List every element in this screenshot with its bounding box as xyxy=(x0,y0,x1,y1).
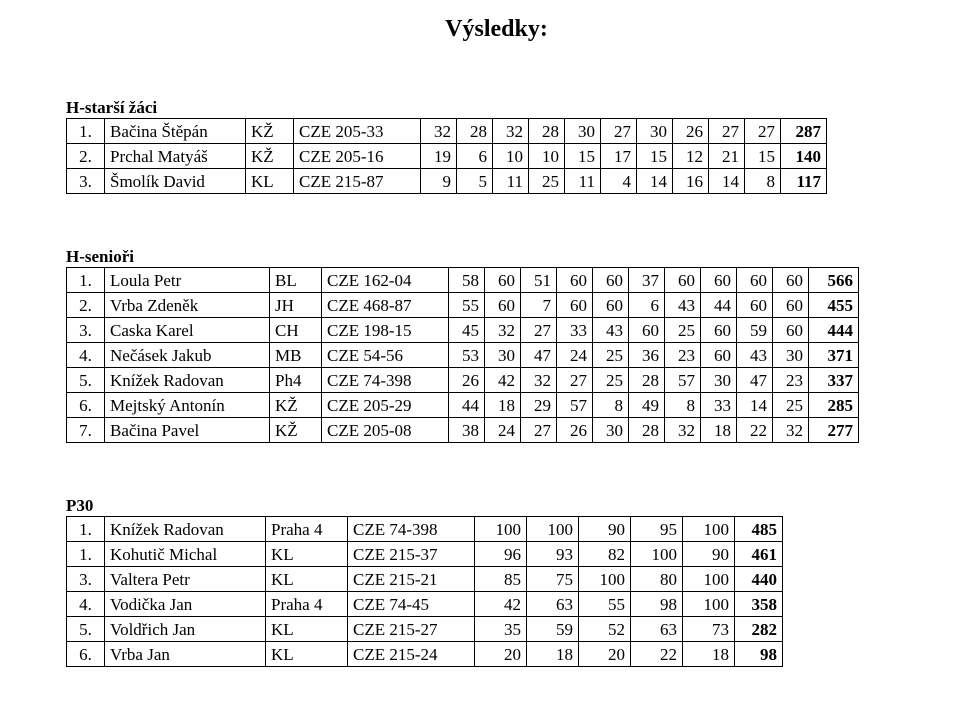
license-cell: CZE 74-398 xyxy=(322,368,449,393)
score-cell: 22 xyxy=(631,642,683,667)
table-row xyxy=(67,169,827,194)
license-cell: CZE 215-24 xyxy=(348,642,475,667)
club-cell: KŽ xyxy=(246,119,294,144)
total-cell: 485 xyxy=(735,517,783,542)
section-h-seniori xyxy=(66,247,859,443)
rank-cell: 7. xyxy=(67,418,105,443)
rank-cell: 3. xyxy=(67,169,105,194)
total-cell: 461 xyxy=(735,542,783,567)
score-cell: 28 xyxy=(629,418,665,443)
score-cell: 100 xyxy=(475,517,527,542)
score-cell: 24 xyxy=(557,343,593,368)
table-row xyxy=(67,119,827,144)
score-cell: 42 xyxy=(475,592,527,617)
results-table xyxy=(66,516,783,667)
club-cell: KL xyxy=(266,642,348,667)
score-cell: 24 xyxy=(485,418,521,443)
score-cell: 44 xyxy=(701,293,737,318)
score-cell: 15 xyxy=(565,144,601,169)
score-cell: 11 xyxy=(493,169,529,194)
score-cell: 7 xyxy=(521,293,557,318)
club-cell: BL xyxy=(270,268,322,293)
club-cell: Ph4 xyxy=(270,368,322,393)
total-cell: 282 xyxy=(735,617,783,642)
table-row xyxy=(67,642,783,667)
name-cell: Mejtský Antonín xyxy=(105,393,270,418)
table-row xyxy=(67,393,859,418)
score-cell: 27 xyxy=(709,119,745,144)
total-cell: 287 xyxy=(781,119,827,144)
score-cell: 18 xyxy=(701,418,737,443)
name-cell: Knížek Radovan xyxy=(105,368,270,393)
name-cell: Prchal Matyáš xyxy=(105,144,246,169)
license-cell: CZE 74-45 xyxy=(348,592,475,617)
club-cell: KL xyxy=(266,617,348,642)
license-cell: CZE 74-398 xyxy=(348,517,475,542)
score-cell: 30 xyxy=(701,368,737,393)
license-cell: CZE 162-04 xyxy=(322,268,449,293)
score-cell: 58 xyxy=(449,268,485,293)
score-cell: 98 xyxy=(631,592,683,617)
rank-cell: 5. xyxy=(67,617,105,642)
license-cell: CZE 205-08 xyxy=(322,418,449,443)
score-cell: 8 xyxy=(665,393,701,418)
rank-cell: 3. xyxy=(67,567,105,592)
score-cell: 60 xyxy=(773,318,809,343)
name-cell: Nečásek Jakub xyxy=(105,343,270,368)
score-cell: 30 xyxy=(637,119,673,144)
name-cell: Šmolík David xyxy=(105,169,246,194)
score-cell: 28 xyxy=(457,119,493,144)
score-cell: 25 xyxy=(773,393,809,418)
score-cell: 12 xyxy=(673,144,709,169)
results-table xyxy=(66,118,827,194)
total-cell: 358 xyxy=(735,592,783,617)
club-cell: KŽ xyxy=(270,393,322,418)
score-cell: 42 xyxy=(485,368,521,393)
score-cell: 33 xyxy=(557,318,593,343)
total-cell: 140 xyxy=(781,144,827,169)
section-heading: H-starší žáci xyxy=(66,98,158,117)
score-cell: 90 xyxy=(579,517,631,542)
name-cell: Bačina Pavel xyxy=(105,418,270,443)
score-cell: 43 xyxy=(593,318,629,343)
score-cell: 60 xyxy=(701,318,737,343)
score-cell: 95 xyxy=(631,517,683,542)
score-cell: 80 xyxy=(631,567,683,592)
license-cell: CZE 215-87 xyxy=(294,169,421,194)
rank-cell: 1. xyxy=(67,517,105,542)
license-cell: CZE 468-87 xyxy=(322,293,449,318)
score-cell: 43 xyxy=(665,293,701,318)
score-cell: 96 xyxy=(475,542,527,567)
license-cell: CZE 215-21 xyxy=(348,567,475,592)
score-cell: 47 xyxy=(737,368,773,393)
score-cell: 28 xyxy=(629,368,665,393)
section-p30 xyxy=(66,496,783,667)
score-cell: 25 xyxy=(593,343,629,368)
score-cell: 30 xyxy=(485,343,521,368)
score-cell: 100 xyxy=(683,517,735,542)
page-title: Výsledky: xyxy=(445,16,548,42)
section-h-starsi-zaci xyxy=(66,98,827,194)
score-cell: 32 xyxy=(485,318,521,343)
score-cell: 90 xyxy=(683,542,735,567)
license-cell: CZE 205-29 xyxy=(322,393,449,418)
score-cell: 28 xyxy=(529,119,565,144)
club-cell: Praha 4 xyxy=(266,592,348,617)
score-cell: 60 xyxy=(629,318,665,343)
score-cell: 26 xyxy=(673,119,709,144)
score-cell: 63 xyxy=(631,617,683,642)
club-cell: KL xyxy=(266,542,348,567)
table-row xyxy=(67,592,783,617)
license-cell: CZE 198-15 xyxy=(322,318,449,343)
score-cell: 60 xyxy=(485,293,521,318)
rank-cell: 3. xyxy=(67,318,105,343)
total-cell: 117 xyxy=(781,169,827,194)
score-cell: 55 xyxy=(449,293,485,318)
score-cell: 36 xyxy=(629,343,665,368)
score-cell: 5 xyxy=(457,169,493,194)
score-cell: 100 xyxy=(527,517,579,542)
score-cell: 73 xyxy=(683,617,735,642)
score-cell: 60 xyxy=(773,293,809,318)
score-cell: 37 xyxy=(629,268,665,293)
score-cell: 85 xyxy=(475,567,527,592)
name-cell: Kohutič Michal xyxy=(105,542,266,567)
score-cell: 38 xyxy=(449,418,485,443)
club-cell: CH xyxy=(270,318,322,343)
score-cell: 15 xyxy=(745,144,781,169)
rank-cell: 4. xyxy=(67,592,105,617)
score-cell: 14 xyxy=(737,393,773,418)
score-cell: 27 xyxy=(745,119,781,144)
score-cell: 60 xyxy=(737,293,773,318)
score-cell: 60 xyxy=(737,268,773,293)
score-cell: 25 xyxy=(529,169,565,194)
score-cell: 82 xyxy=(579,542,631,567)
score-cell: 10 xyxy=(493,144,529,169)
score-cell: 18 xyxy=(527,642,579,667)
score-cell: 43 xyxy=(737,343,773,368)
score-cell: 63 xyxy=(527,592,579,617)
total-cell: 566 xyxy=(809,268,859,293)
rank-cell: 2. xyxy=(67,144,105,169)
rank-cell: 6. xyxy=(67,393,105,418)
name-cell: Voldřich Jan xyxy=(105,617,266,642)
score-cell: 33 xyxy=(701,393,737,418)
table-row xyxy=(67,542,783,567)
score-cell: 27 xyxy=(601,119,637,144)
score-cell: 8 xyxy=(593,393,629,418)
score-cell: 20 xyxy=(579,642,631,667)
score-cell: 8 xyxy=(745,169,781,194)
score-cell: 60 xyxy=(773,268,809,293)
score-cell: 21 xyxy=(709,144,745,169)
rank-cell: 1. xyxy=(67,542,105,567)
rank-cell: 4. xyxy=(67,343,105,368)
score-cell: 32 xyxy=(521,368,557,393)
score-cell: 60 xyxy=(701,268,737,293)
score-cell: 60 xyxy=(593,293,629,318)
score-cell: 15 xyxy=(637,144,673,169)
score-cell: 14 xyxy=(709,169,745,194)
name-cell: Caska Karel xyxy=(105,318,270,343)
club-cell: KŽ xyxy=(270,418,322,443)
score-cell: 6 xyxy=(457,144,493,169)
score-cell: 9 xyxy=(421,169,457,194)
total-cell: 371 xyxy=(809,343,859,368)
total-cell: 285 xyxy=(809,393,859,418)
table-row xyxy=(67,318,859,343)
score-cell: 60 xyxy=(557,268,593,293)
score-cell: 57 xyxy=(665,368,701,393)
total-cell: 440 xyxy=(735,567,783,592)
score-cell: 32 xyxy=(493,119,529,144)
total-cell: 337 xyxy=(809,368,859,393)
name-cell: Knížek Radovan xyxy=(105,517,266,542)
name-cell: Vodička Jan xyxy=(105,592,266,617)
license-cell: CZE 205-33 xyxy=(294,119,421,144)
table-row xyxy=(67,368,859,393)
score-cell: 32 xyxy=(421,119,457,144)
score-cell: 18 xyxy=(485,393,521,418)
results-table xyxy=(66,267,859,443)
score-cell: 25 xyxy=(665,318,701,343)
score-cell: 23 xyxy=(665,343,701,368)
table-row xyxy=(67,567,783,592)
score-cell: 4 xyxy=(601,169,637,194)
table-row xyxy=(67,517,783,542)
score-cell: 11 xyxy=(565,169,601,194)
name-cell: Vrba Zdeněk xyxy=(105,293,270,318)
table-row xyxy=(67,617,783,642)
score-cell: 47 xyxy=(521,343,557,368)
rank-cell: 6. xyxy=(67,642,105,667)
score-cell: 14 xyxy=(637,169,673,194)
score-cell: 25 xyxy=(593,368,629,393)
table-row xyxy=(67,343,859,368)
score-cell: 30 xyxy=(565,119,601,144)
score-cell: 52 xyxy=(579,617,631,642)
score-cell: 60 xyxy=(485,268,521,293)
score-cell: 30 xyxy=(773,343,809,368)
score-cell: 32 xyxy=(773,418,809,443)
table-row xyxy=(67,418,859,443)
rank-cell: 1. xyxy=(67,119,105,144)
score-cell: 60 xyxy=(593,268,629,293)
score-cell: 35 xyxy=(475,617,527,642)
club-cell: Praha 4 xyxy=(266,517,348,542)
score-cell: 44 xyxy=(449,393,485,418)
score-cell: 10 xyxy=(529,144,565,169)
total-cell: 98 xyxy=(735,642,783,667)
score-cell: 26 xyxy=(449,368,485,393)
score-cell: 60 xyxy=(665,268,701,293)
score-cell: 100 xyxy=(683,592,735,617)
name-cell: Loula Petr xyxy=(105,268,270,293)
score-cell: 100 xyxy=(631,542,683,567)
club-cell: JH xyxy=(270,293,322,318)
name-cell: Bačina Štěpán xyxy=(105,119,246,144)
score-cell: 49 xyxy=(629,393,665,418)
rank-cell: 5. xyxy=(67,368,105,393)
license-cell: CZE 205-16 xyxy=(294,144,421,169)
score-cell: 27 xyxy=(521,318,557,343)
score-cell: 22 xyxy=(737,418,773,443)
club-cell: MB xyxy=(270,343,322,368)
table-row xyxy=(67,293,859,318)
score-cell: 29 xyxy=(521,393,557,418)
total-cell: 455 xyxy=(809,293,859,318)
table-row xyxy=(67,268,859,293)
score-cell: 100 xyxy=(579,567,631,592)
score-cell: 20 xyxy=(475,642,527,667)
score-cell: 19 xyxy=(421,144,457,169)
total-cell: 444 xyxy=(809,318,859,343)
section-heading: P30 xyxy=(66,496,94,515)
rank-cell: 2. xyxy=(67,293,105,318)
club-cell: KŽ xyxy=(246,144,294,169)
score-cell: 18 xyxy=(683,642,735,667)
score-cell: 51 xyxy=(521,268,557,293)
license-cell: CZE 215-37 xyxy=(348,542,475,567)
score-cell: 60 xyxy=(701,343,737,368)
club-cell: KL xyxy=(266,567,348,592)
score-cell: 26 xyxy=(557,418,593,443)
section-heading: H-senioři xyxy=(66,247,134,266)
score-cell: 6 xyxy=(629,293,665,318)
score-cell: 75 xyxy=(527,567,579,592)
license-cell: CZE 54-56 xyxy=(322,343,449,368)
score-cell: 55 xyxy=(579,592,631,617)
score-cell: 57 xyxy=(557,393,593,418)
score-cell: 23 xyxy=(773,368,809,393)
score-cell: 60 xyxy=(557,293,593,318)
name-cell: Vrba Jan xyxy=(105,642,266,667)
total-cell: 277 xyxy=(809,418,859,443)
score-cell: 93 xyxy=(527,542,579,567)
score-cell: 32 xyxy=(665,418,701,443)
score-cell: 53 xyxy=(449,343,485,368)
score-cell: 27 xyxy=(557,368,593,393)
rank-cell: 1. xyxy=(67,268,105,293)
name-cell: Valtera Petr xyxy=(105,567,266,592)
license-cell: CZE 215-27 xyxy=(348,617,475,642)
score-cell: 59 xyxy=(737,318,773,343)
score-cell: 100 xyxy=(683,567,735,592)
table-row xyxy=(67,144,827,169)
score-cell: 17 xyxy=(601,144,637,169)
score-cell: 30 xyxy=(593,418,629,443)
club-cell: KL xyxy=(246,169,294,194)
score-cell: 45 xyxy=(449,318,485,343)
score-cell: 27 xyxy=(521,418,557,443)
score-cell: 16 xyxy=(673,169,709,194)
score-cell: 59 xyxy=(527,617,579,642)
